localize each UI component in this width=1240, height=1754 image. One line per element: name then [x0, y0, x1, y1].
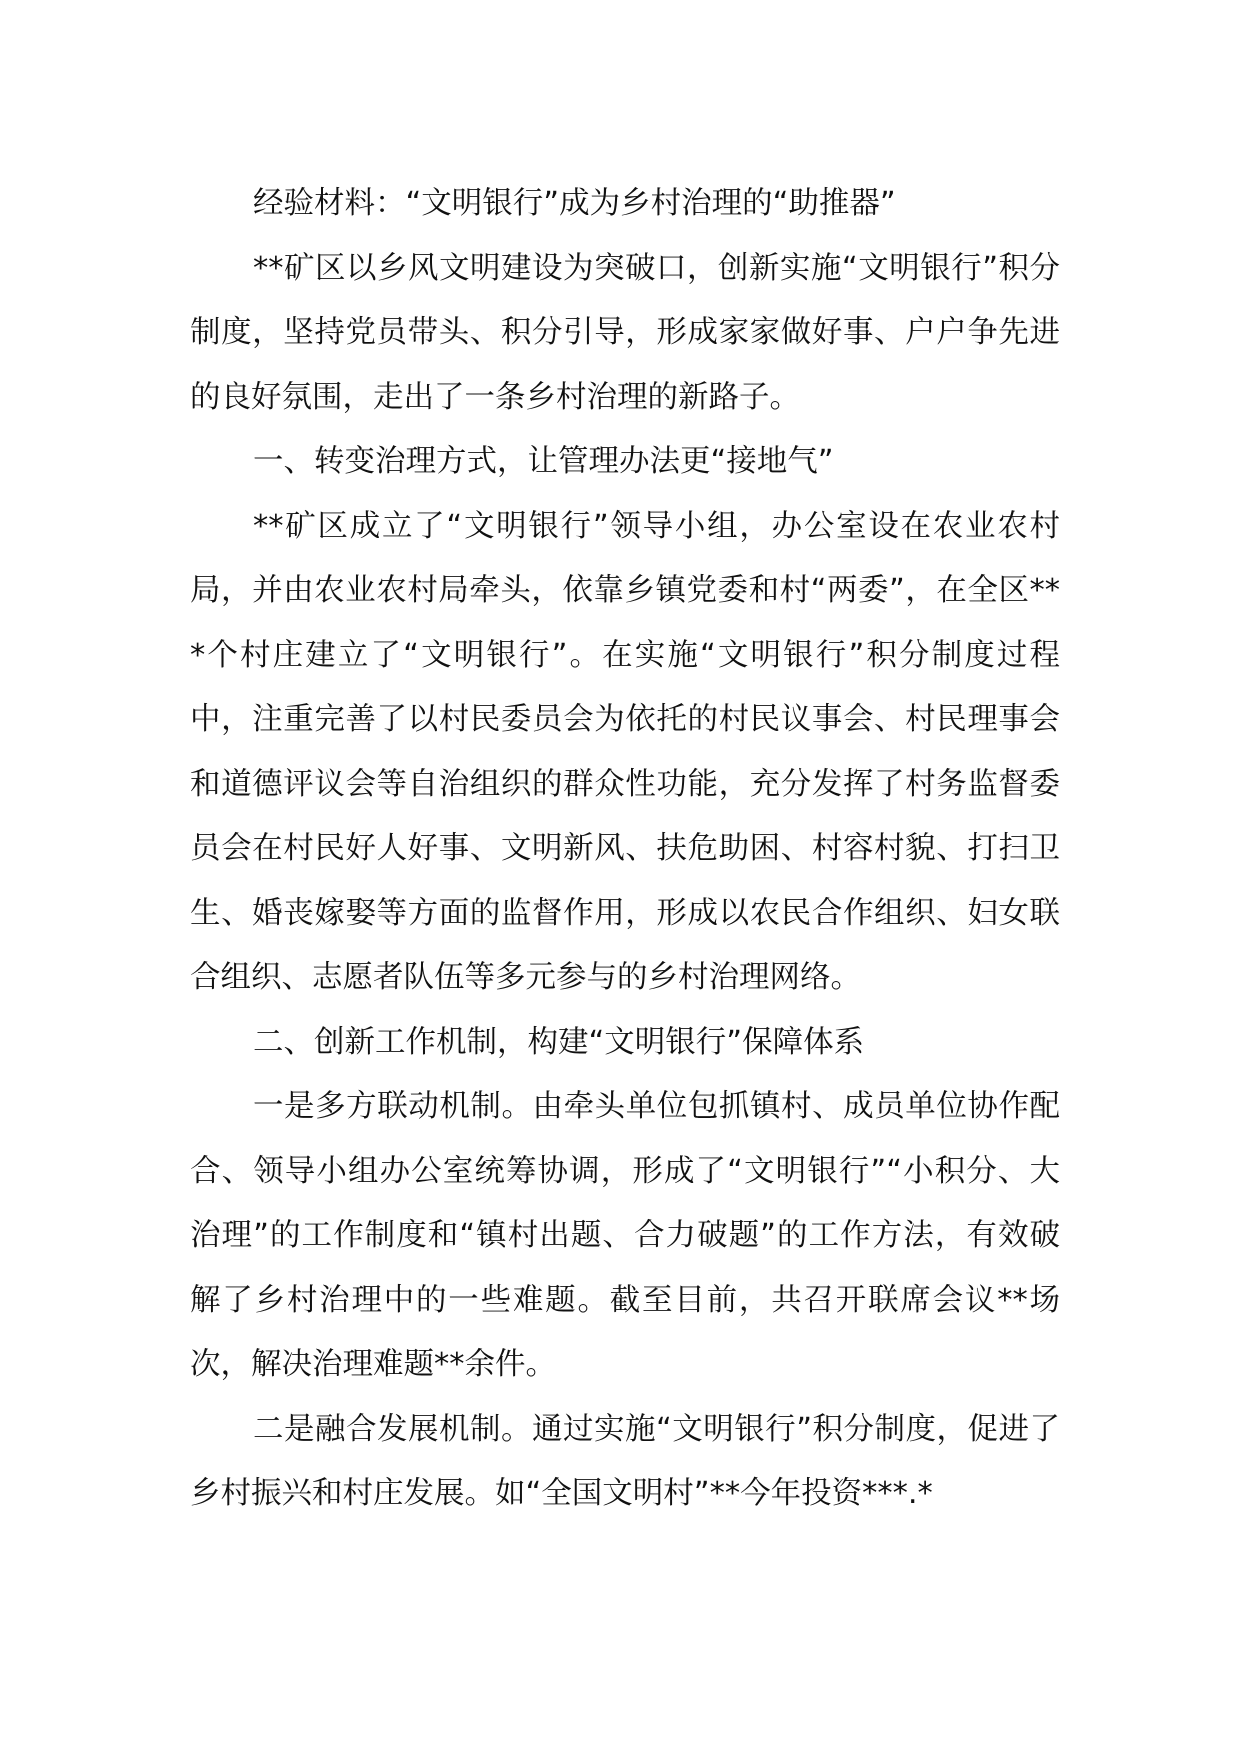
- section-heading-1: 一、转变治理方式，让管理办法更“接地气”: [253, 444, 834, 479]
- section-heading-2: 二、创新工作机制，构建“文明银行”保障体系: [253, 1024, 865, 1060]
- paragraph-mechanism-2: 二是融合发展机制。通过实施“文明银行”积分制度，促进了乡村振兴和村庄发展。如“全国文明村”**今年投资***.*: [190, 1411, 1060, 1511]
- paragraph-section-1: **矿区成立了“文明银行”领导小组，办公室设在农业农村局，并由农业农村局牵头，依靠乡镇党委和村“两委”，在全区***个村庄建立了“文明银行”。在实施“文明银行”积分制度过程中，注重完善了以村民委员会为依托的村民议事会、村民理事会和道德评议会等自治组织的群众性功能，充分发挥了村务监督委员会在村民好人好事、文明新风、扶危助困、村容村貌、打扫卫生、婚丧嫁娶等方面的监督作用，形成以农民合作组织、妇女联合组织、志愿者队伍等多元参与的乡村治理网络。: [190, 508, 1060, 995]
- paragraph-mechanism-1: 一是多方联动机制。由牵头单位包抓镇村、成员单位协作配合、领导小组办公室统筹协调，形成了“文明银行”“小积分、大治理”的工作制度和“镇村出题、合力破题”的工作方法，有效破解了乡村治理中的一些难题。截至目前，共召开联席会议**场次，解决治理难题**余件。: [190, 1089, 1060, 1382]
- document-title: 经验材料：“文明银行”成为乡村治理的“助推器”: [253, 186, 896, 221]
- document-body: [190, 172, 1060, 1527]
- paragraph-intro: **矿区以乡风文明建设为突破口，创新实施“文明银行”积分制度，坚持党员带头、积分引导，形成家家做好事、户户争先进的良好氛围，走出了一条乡村治理的新路子。: [190, 250, 1060, 415]
